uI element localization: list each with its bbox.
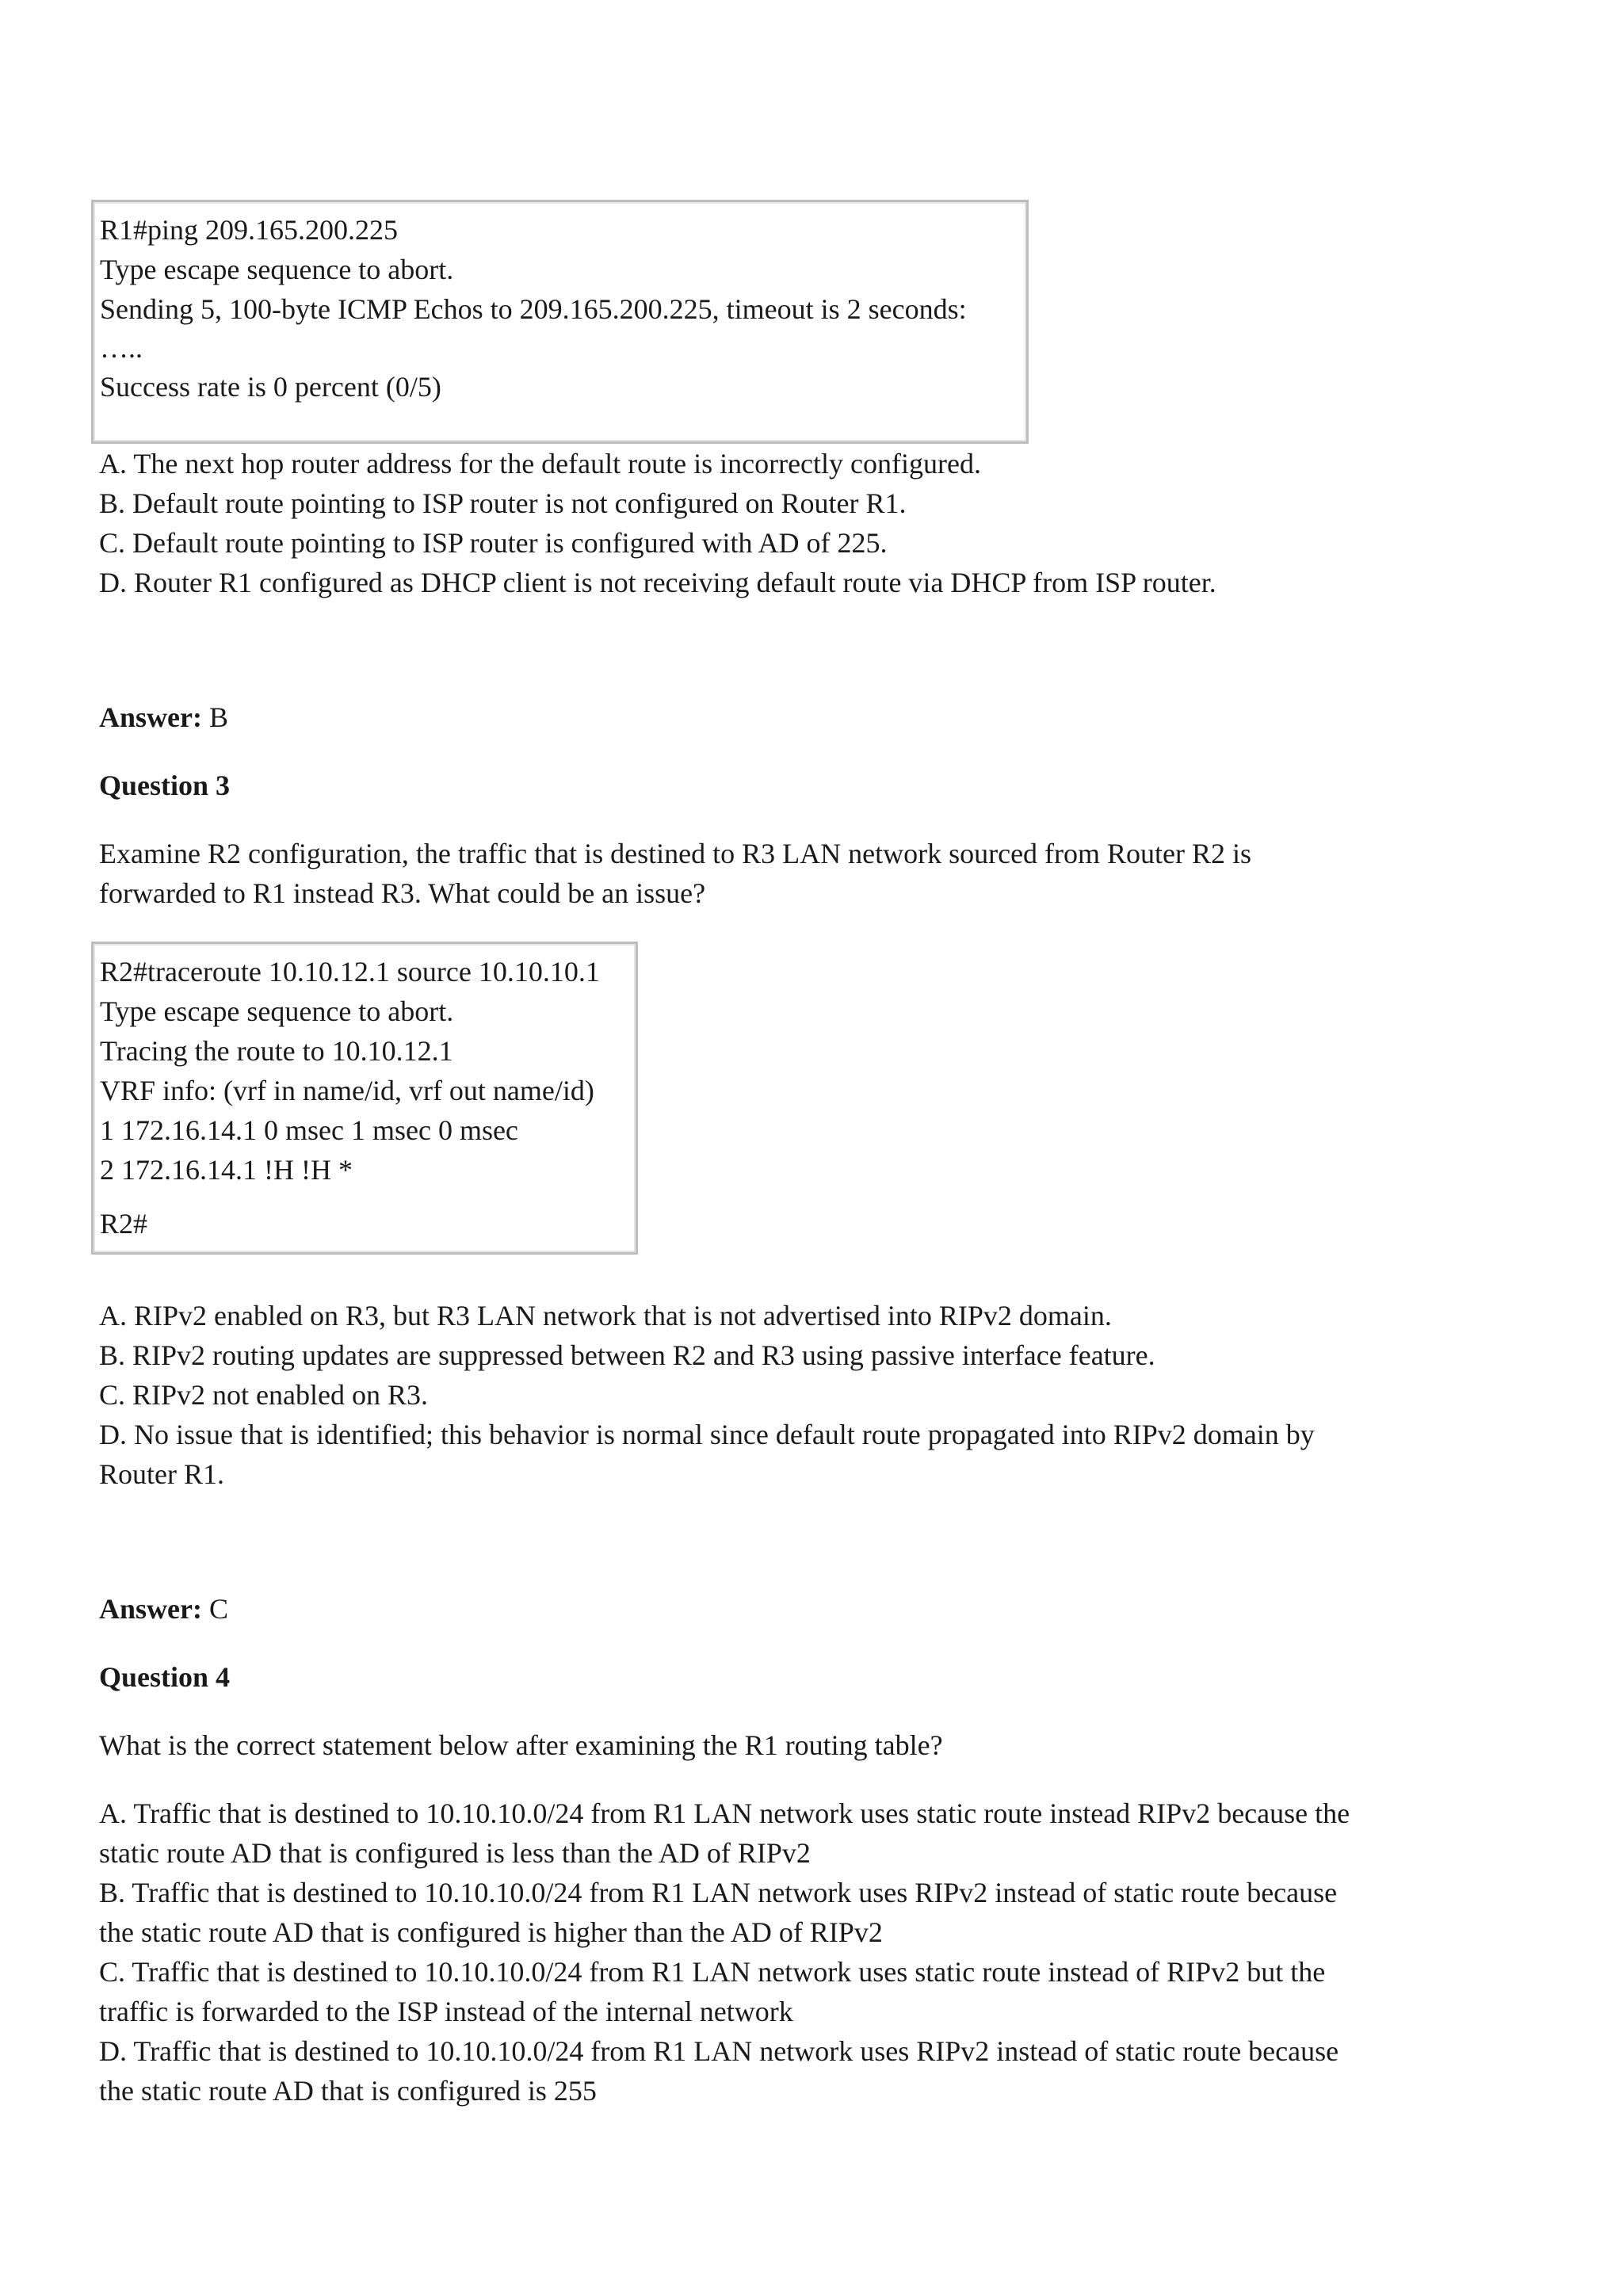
cli-line: 1 172.16.14.1 0 msec 1 msec 0 msec (100, 1114, 518, 1146)
q3-option-d-cont: Router R1. (99, 1458, 224, 1490)
cli-line: Type escape sequence to abort. (100, 254, 454, 285)
q4-option-d-cont: the static route AD that is configured is 255 (99, 2075, 597, 2107)
q4-option-b: B. Traffic that is destined to 10.10.10.0/24 from R1 LAN network uses RIPv2 instead of static route because (99, 1877, 1338, 1908)
q2-answer (99, 697, 228, 737)
q3-option-b: B. RIPv2 routing updates are suppressed between R2 and R3 using passive interface feature. (99, 1339, 1155, 1371)
answer-label: Answer: (99, 701, 202, 733)
cli-line: ….. (100, 332, 143, 364)
q4-option-c: C. Traffic that is destined to 10.10.10.0/24 from R1 LAN network uses static route instead of RIPv2 but the (99, 1956, 1326, 1988)
q3-option-c: C. RIPv2 not enabled on R3. (99, 1379, 428, 1411)
q4-heading: Question 4 (99, 1661, 231, 1693)
q3-text-line: Examine R2 configuration, the traffic that is destined to R3 LAN network sourced from Router R2 is (99, 838, 1252, 869)
ping-output-box (91, 200, 1029, 444)
q3-heading: Question 3 (99, 770, 231, 801)
q4-option-c-cont: traffic is forwarded to the ISP instead of the internal network (99, 1996, 793, 2027)
q2-option-b: B. Default route pointing to ISP router is not configured on Router R1. (99, 487, 907, 519)
q3-option-d: D. No issue that is identified; this behavior is normal since default route propagated into RIPv2 domain by (99, 1419, 1315, 1450)
cli-line: 2 172.16.14.1 !H !H * (100, 1154, 353, 1186)
cli-line: R2# (100, 1208, 148, 1240)
q4-text: What is the correct statement below after examining the R1 routing table? (99, 1729, 943, 1761)
q4-option-b-cont: the static route AD that is configured is higher than the AD of RIPv2 (99, 1916, 883, 1948)
q2-option-a: A. The next hop router address for the default route is incorrectly configured. (99, 448, 981, 479)
q3-text-line: forwarded to R1 instead R3. What could be an issue? (99, 877, 706, 909)
q3-option-a: A. RIPv2 enabled on R3, but R3 LAN network that is not advertised into RIPv2 domain. (99, 1300, 1112, 1331)
traceroute-output-box (91, 942, 638, 1255)
q4-option-a: A. Traffic that is destined to 10.10.10.0/24 from R1 LAN network uses static route instead RIPv2 because the (99, 1797, 1350, 1829)
q2-option-d: D. Router R1 configured as DHCP client is not receiving default route via DHCP from ISP router. (99, 567, 1216, 598)
cli-line: Type escape sequence to abort. (100, 995, 454, 1027)
q3-answer (99, 1589, 228, 1629)
cli-line: R2#traceroute 10.10.12.1 source 10.10.10.1 (100, 956, 600, 988)
q4-option-d: D. Traffic that is destined to 10.10.10.0/24 from R1 LAN network uses RIPv2 instead of static route because (99, 2035, 1339, 2067)
answer-value: C (208, 1593, 228, 1625)
cli-line: R1#ping 209.165.200.225 (100, 214, 399, 246)
answer-value: B (208, 701, 228, 733)
q2-option-c: C. Default route pointing to ISP router is configured with AD of 225. (99, 527, 888, 559)
q4-option-a-cont: static route AD that is configured is less than the AD of RIPv2 (99, 1837, 811, 1869)
cli-line: VRF info: (vrf in name/id, vrf out name/id) (100, 1075, 594, 1106)
cli-line: Success rate is 0 percent (0/5) (100, 371, 441, 403)
answer-label: Answer: (99, 1593, 202, 1625)
cli-line: Tracing the route to 10.10.12.1 (100, 1035, 453, 1067)
cli-line: Sending 5, 100-byte ICMP Echos to 209.165.200.225, timeout is 2 seconds: (100, 293, 967, 325)
